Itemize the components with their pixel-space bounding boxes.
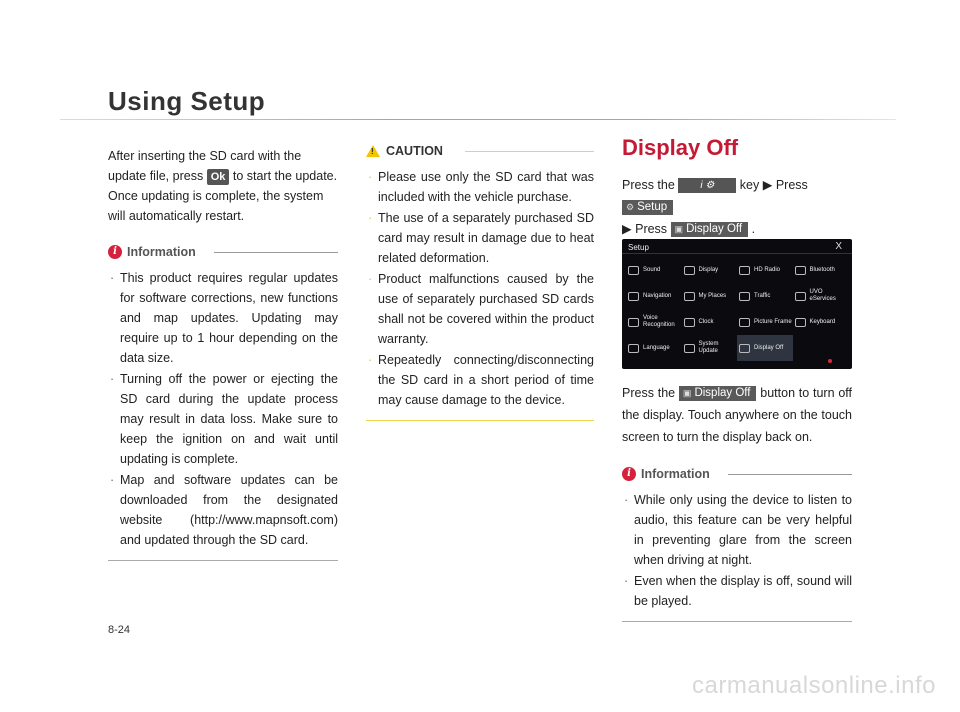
menu-label: Display	[698, 266, 719, 273]
list-item: · Map and software updates can be downloaded from the designated website (http://www.mapnsoft.com) and updated through the SD card.	[108, 470, 338, 550]
update-text-b: to start the update.	[232, 169, 338, 183]
display-off-paragraph	[622, 382, 852, 448]
menu-system-update[interactable]	[682, 335, 738, 361]
list-item: · Please use only the SD card that was included with the vehicle purchase.	[366, 167, 594, 207]
menu-bluetooth[interactable]	[793, 257, 849, 283]
compass-icon	[628, 292, 639, 301]
menu-keyboard[interactable]	[793, 309, 849, 335]
information-list	[622, 490, 852, 611]
display-off-button-label: Display Off	[694, 387, 751, 400]
setup-button-label: Setup	[637, 201, 668, 214]
traffic-icon	[739, 292, 750, 301]
information-bottom-rule	[108, 560, 338, 561]
information-rule	[214, 252, 338, 253]
display-off-icon	[739, 344, 750, 353]
folder-icon	[684, 292, 695, 301]
speaker-icon	[628, 266, 639, 275]
list-item: · Product malfunctions caused by the use of separately purchased SD cards shall not be covered within the product warranty.	[366, 269, 594, 349]
setup-button[interactable]	[622, 200, 673, 215]
column-display-off	[622, 135, 852, 240]
menu-display-off[interactable]	[737, 335, 793, 361]
menu-label: My Places	[698, 292, 727, 299]
column-caution	[366, 141, 594, 421]
display-off-button[interactable]	[679, 386, 757, 401]
information-list	[108, 268, 338, 550]
menu-label: Bluetooth	[809, 266, 835, 273]
menu-label: Sound	[643, 266, 661, 273]
screen-title: Setup	[628, 243, 649, 252]
display-off-description	[622, 382, 852, 622]
caution-list	[366, 167, 594, 410]
menu-navigation[interactable]	[626, 283, 682, 309]
information-header	[108, 242, 338, 262]
press-text: Press the	[622, 178, 675, 192]
watermark: carmanualsonline.info	[692, 672, 936, 699]
menu-uvo[interactable]	[793, 283, 849, 309]
caution-label: CAUTION	[386, 144, 443, 158]
list-item: · The use of a separately purchased SD card may result in damage due to heat related deformation.	[366, 208, 594, 268]
list-item: · This product requires regular updates for software corrections, new functions and map updates. Updating may require up to 1 hour depending on the data size.	[108, 268, 338, 368]
menu-label: Language	[643, 344, 670, 351]
bluetooth-icon	[795, 266, 806, 275]
information-rule	[728, 474, 852, 475]
press-text: Press the	[622, 386, 676, 400]
info-icon: i	[108, 245, 122, 259]
hd-radio-icon	[739, 266, 750, 275]
menu-sound[interactable]	[626, 257, 682, 283]
display-icon	[684, 266, 695, 275]
menu-label: Voice Recognition	[643, 315, 675, 328]
display-off-title: Display Off	[622, 135, 739, 160]
update-paragraph	[108, 146, 338, 186]
arrow-icon: ▶	[622, 222, 632, 236]
menu-my-places[interactable]	[682, 283, 738, 309]
menu-label: Picture Frame	[754, 318, 792, 325]
menu-hd-radio[interactable]	[737, 257, 793, 283]
menu-display[interactable]	[682, 257, 738, 283]
microphone-icon	[628, 318, 639, 327]
press-text: Press	[775, 178, 808, 192]
menu-label: UVO eServices	[809, 289, 836, 302]
setup-menu-grid	[626, 257, 848, 361]
menu-label: Display Off	[754, 344, 784, 351]
period: .	[751, 222, 756, 236]
menu-label: Clock	[698, 318, 714, 325]
header-rule	[60, 119, 896, 120]
display-off-text: button to turn off the display. Touch anywhere on the touch screen to turn the display back on.	[622, 386, 853, 444]
press-instruction	[622, 174, 852, 240]
display-icon: ▣	[682, 388, 692, 399]
display-icon: ▣	[674, 224, 684, 235]
picture-icon	[739, 318, 750, 327]
information-header	[622, 464, 852, 484]
press-text: Press	[635, 222, 668, 236]
caution-bottom-rule	[366, 420, 594, 421]
menu-label: HD Radio	[754, 266, 781, 273]
screen-divider	[622, 253, 852, 254]
menu-label: Traffic	[754, 292, 771, 299]
caution-rule	[465, 151, 594, 152]
restart-paragraph: Once updating is complete, the system will automatically restart.	[108, 189, 324, 223]
menu-label: System Update	[698, 341, 719, 354]
list-item: · Repeatedly connecting/disconnecting the SD card in a short period of time may cause damage to the device.	[366, 350, 594, 410]
menu-empty	[793, 335, 849, 361]
update-text-a: After inserting the SD card with the update file, press	[108, 149, 302, 183]
column-update	[108, 146, 338, 561]
menu-picture-frame[interactable]	[737, 309, 793, 335]
indicator-dot	[828, 359, 832, 363]
page-number: 8-24	[108, 624, 131, 636]
clock-icon	[684, 318, 695, 327]
info-icon: i	[622, 467, 636, 481]
menu-traffic[interactable]	[737, 283, 793, 309]
uvo-icon	[795, 292, 806, 301]
information-bottom-rule	[622, 621, 852, 622]
menu-clock[interactable]	[682, 309, 738, 335]
warning-icon: !	[366, 145, 380, 157]
menu-language[interactable]	[626, 335, 682, 361]
setup-screen	[622, 239, 852, 369]
display-off-button-label: Display Off	[686, 223, 743, 236]
key-text: key	[739, 178, 760, 192]
information-label: Information	[641, 467, 710, 481]
update-icon	[684, 344, 695, 353]
globe-icon	[628, 344, 639, 353]
menu-label: Keyboard	[809, 318, 836, 325]
keyboard-icon	[795, 318, 806, 327]
information-label: Information	[127, 245, 196, 259]
display-off-button[interactable]	[671, 222, 749, 237]
list-item: · Turning off the power or ejecting the SD card during the update process may result in data loss. Make sure to keep the ignition on and wait until updating is complete.	[108, 369, 338, 469]
section-title: Using Setup	[108, 86, 266, 116]
menu-label: Navigation	[643, 292, 672, 299]
list-item: · Even when the display is off, sound will be played.	[622, 571, 852, 611]
ok-key-icon: Ok	[207, 169, 230, 185]
caution-header	[366, 141, 594, 161]
gear-icon: ⚙	[626, 202, 635, 213]
menu-voice-recognition[interactable]	[626, 309, 682, 335]
arrow-icon: ▶	[762, 178, 773, 192]
info-settings-key-icon: i ⚙	[678, 178, 736, 193]
list-item: · While only using the device to listen to audio, this feature can be very helpful in preventing glare from the screen when driving at night.	[622, 490, 852, 570]
close-icon[interactable]: X	[835, 241, 842, 252]
